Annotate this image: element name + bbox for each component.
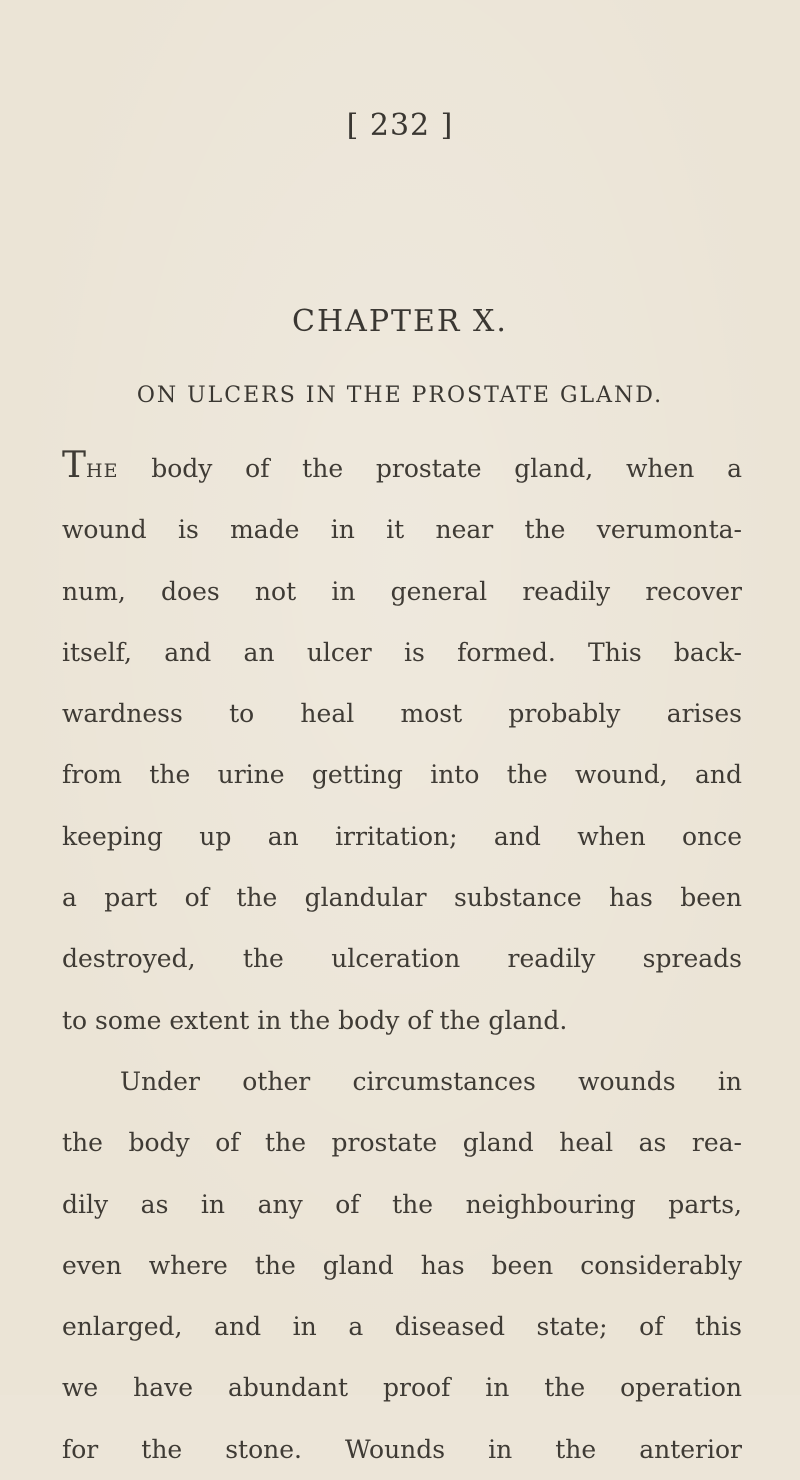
text-line: we have abundant proof in the operation: [62, 1373, 742, 1403]
text-line: [62, 438, 742, 499]
section-title: ON ULCERS IN THE PROSTATE GLAND.: [136, 383, 664, 408]
text-line: dily as in any of the neighbouring parts,: [62, 1189, 742, 1219]
text-line: destroyed, the ulceration readily spreads: [62, 944, 742, 974]
text-line: the body of the prostate gland heal as rea-: [62, 1128, 742, 1158]
drop-cap-rest: HE: [86, 460, 119, 482]
text-line: enlarged, and in a diseased state; of this: [62, 1312, 742, 1342]
text-line: even where the gland has been considerably: [62, 1250, 742, 1280]
text-line-content: body of the prostate gland, when a: [118, 454, 742, 483]
text-line: num, does not in general readily recover: [62, 576, 742, 606]
text-line: keeping up an irritation; and when once: [62, 821, 742, 851]
text-line: Under other circumstances wounds in: [120, 1066, 742, 1096]
page-number: [ 232 ]: [346, 108, 454, 143]
text-line: wardness to heal most probably arises: [62, 699, 742, 729]
text-line: wound is made in it near the verumonta-: [62, 515, 742, 545]
text-line: from the urine getting into the wound, and: [62, 760, 742, 790]
text-line: a part of the glandular substance has been: [62, 883, 742, 913]
drop-cap: T: [62, 445, 87, 486]
chapter-heading: CHAPTER X.: [292, 304, 508, 339]
text-line: to some extent in the body of the gland.: [62, 1005, 568, 1035]
text-line: for the stone. Wounds in the anterior: [62, 1434, 742, 1464]
body-text: [62, 438, 742, 1480]
text-line: itself, and an ulcer is formed. This back-: [62, 637, 742, 667]
